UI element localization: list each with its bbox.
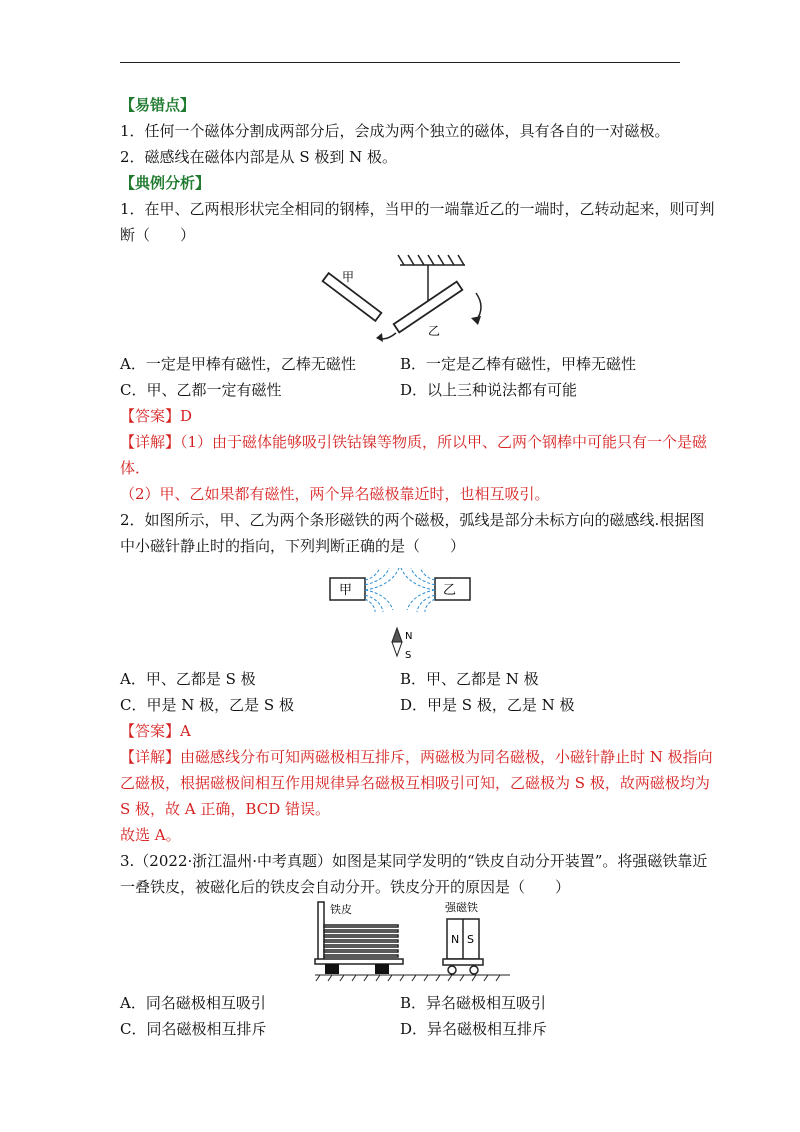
- q2-conclusion: 故选 A。: [120, 826, 181, 844]
- q1-label-yi: 乙: [428, 324, 441, 338]
- magnet-n-label: N: [451, 933, 460, 946]
- q2-label-yi: 乙: [443, 583, 457, 598]
- q1-option-a[interactable]: A．一定是甲棒有磁性，乙棒无磁性: [120, 355, 356, 373]
- q1-stem-line2: 断（ ）: [120, 226, 196, 244]
- q3-option-d[interactable]: D．异名磁极相互排斥: [400, 1020, 548, 1038]
- q3-option-c[interactable]: C．同名磁极相互排斥: [120, 1020, 267, 1038]
- needle-n-label: N: [405, 631, 413, 642]
- q2-option-a[interactable]: A．甲、乙都是 S 极: [120, 670, 256, 688]
- q1-option-c[interactable]: C．甲、乙都一定有磁性: [120, 381, 282, 399]
- q1-detail-line2: 体．: [120, 459, 151, 477]
- q2-detail-line1: 【详解】由磁感线分布可知两磁极相互排斥，两磁极为同名磁极，小磁针静止时 N 极指向: [120, 748, 713, 766]
- q2-label-jia: 甲: [339, 583, 353, 598]
- stand-foot-left: [325, 964, 339, 974]
- ground-hatching: [315, 975, 510, 981]
- q3-stem-line1: 3.（2022·浙江温州·中考真题）如图是某同学发明的“铁皮自动分开装置”。将强磁铁靠近: [120, 852, 708, 870]
- label-iron-sheets: 铁皮: [330, 903, 352, 916]
- tips-heading: 【易错点】: [120, 96, 196, 114]
- q3-figure: [310, 897, 520, 987]
- q1-option-d[interactable]: D．以上三种说法都有可能: [400, 381, 578, 399]
- tip-item-1: 1．任何一个磁体分割成两部分后，会成为两个独立的磁体，具有各自的一对磁极。: [120, 122, 670, 140]
- q2-figure: [325, 570, 485, 665]
- q2-stem-line1: 2．如图所示，甲、乙为两个条形磁铁的两个磁极，弧线是部分未标方向的磁感线.根据图: [120, 511, 705, 529]
- q2-option-d[interactable]: D．甲是 S 极，乙是 N 极: [400, 696, 575, 714]
- needle-s-label: S: [405, 650, 412, 661]
- q2-option-c[interactable]: C．甲是 N 极，乙是 S 极: [120, 696, 294, 714]
- q1-option-b[interactable]: B．一定是乙棒有磁性，甲棒无磁性: [400, 355, 637, 373]
- field-lines: [365, 568, 435, 612]
- q2-stem-line2: 中小磁针静止时的指向，下列判断正确的是（ ）: [120, 537, 466, 555]
- arrow-head-left: [376, 333, 383, 342]
- magnet-s-label: S: [467, 933, 474, 946]
- arrow-head-right: [471, 316, 481, 325]
- q1-answer: 【答案】D: [120, 407, 193, 425]
- q1-figure: [300, 245, 500, 355]
- stand-foot-right: [375, 964, 389, 974]
- q3-stem-line2: 一叠铁皮，被磁化后的铁皮会自动分开。铁皮分开的原因是（ ）: [120, 878, 571, 896]
- q1-detail-line1: 【详解】（1）由于磁体能够吸引铁钴镍等物质，所以甲、乙两个钢棒中可能只有一个是磁: [120, 433, 708, 451]
- q2-detail-line2: 乙磁极，根据磁极间相互作用规律异名磁极互相吸引可知，乙磁极为 S 极，故两磁极均为: [120, 774, 710, 792]
- label-strong-magnet: 强磁铁: [445, 901, 478, 914]
- q1-stem-line1: 1．在甲、乙两根形状完全相同的钢棒，当甲的一端靠近乙的一端时，乙转动起来，则可判: [120, 200, 715, 218]
- q2-answer: 【答案】A: [120, 722, 191, 740]
- tip-item-2: 2．磁感线在磁体内部是从 S 极到 N 极。: [120, 148, 398, 166]
- q1-label-jia: 甲: [342, 270, 355, 284]
- header-rule: [120, 62, 680, 63]
- q2-option-b[interactable]: B．甲、乙都是 N 极: [400, 670, 539, 688]
- q3-option-a[interactable]: A．同名磁极相互吸引: [120, 994, 266, 1012]
- sheet-stand: [315, 902, 403, 964]
- magnet-cart: [443, 919, 483, 974]
- q1-detail-line3: （2）甲、乙如果都有磁性，两个异名磁极靠近时，也相互吸引。: [120, 485, 550, 503]
- compass-needle: [392, 628, 402, 656]
- q2-detail-line3: S 极，故 A 正确，BCD 错误。: [120, 800, 330, 818]
- examples-heading: 【典例分析】: [120, 174, 211, 192]
- q3-option-b[interactable]: B．异名磁极相互吸引: [400, 994, 547, 1012]
